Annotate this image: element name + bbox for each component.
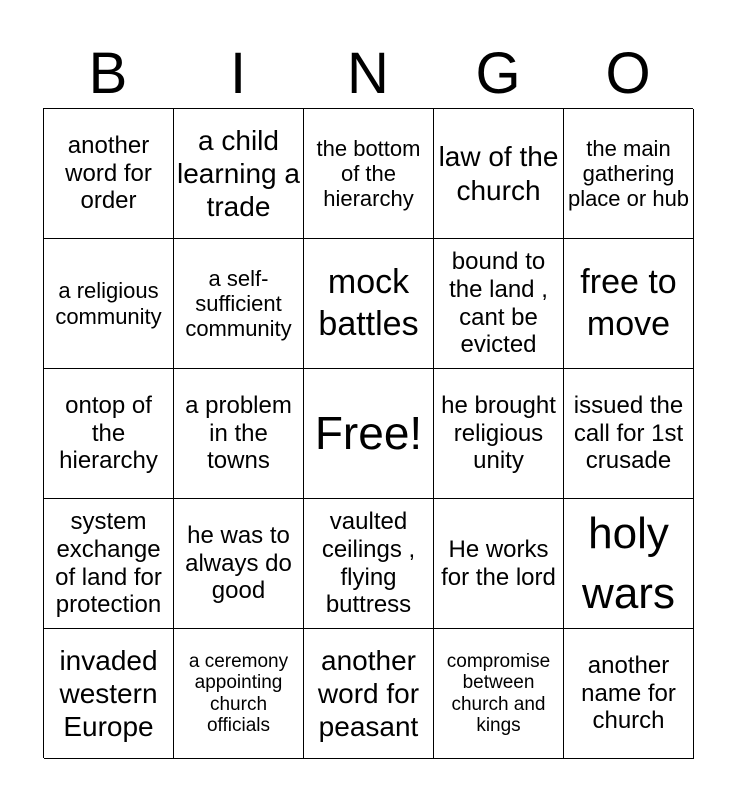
cell-text: a problem in the towns	[185, 392, 292, 475]
cell-text: vaulted ceilings , flying buttress	[321, 508, 416, 619]
bingo-cell[interactable]	[174, 109, 304, 239]
bingo-cell[interactable]	[44, 629, 174, 759]
header-letter-i: I	[229, 41, 247, 106]
cell-text: another word for order	[65, 132, 152, 215]
cell-text: ontop of the hierarchy	[59, 392, 158, 475]
header-letter-b: B	[88, 41, 128, 106]
free-space[interactable]	[304, 369, 434, 499]
cell-text: he was to always do good	[185, 522, 292, 605]
header-letter-o: O	[605, 41, 651, 106]
cell-text: he brought religious unity	[441, 392, 556, 475]
cell-text: holy wars	[582, 509, 675, 618]
cell-text: mock battles	[318, 263, 419, 343]
bingo-cell[interactable]	[434, 369, 564, 499]
bingo-cell[interactable]	[304, 239, 434, 369]
bingo-cell[interactable]	[44, 109, 174, 239]
bingo-cell[interactable]	[434, 629, 564, 759]
bingo-cell[interactable]	[564, 369, 694, 499]
bingo-cell[interactable]	[564, 629, 694, 759]
free-space-label: Free!	[314, 406, 423, 459]
bingo-cell[interactable]	[44, 499, 174, 629]
header-letter-n: N	[347, 41, 389, 106]
bingo-grid	[43, 108, 693, 758]
bingo-cell[interactable]	[44, 369, 174, 499]
bingo-cell[interactable]	[434, 109, 564, 239]
bingo-cell[interactable]	[174, 369, 304, 499]
cell-text: He works for the lord	[441, 535, 556, 591]
cell-text: law of the church	[438, 141, 559, 206]
cell-text: compromise between church and kings	[446, 650, 551, 736]
bingo-header	[43, 40, 693, 108]
bingo-cell[interactable]	[304, 499, 434, 629]
cell-text: a religious community	[55, 278, 162, 329]
bingo-cell[interactable]	[434, 239, 564, 369]
cell-text: a ceremony appointing church officials	[188, 650, 289, 736]
cell-text: the main gathering place or hub	[567, 135, 690, 212]
cell-text: another name for church	[581, 652, 676, 735]
bingo-cell[interactable]	[564, 109, 694, 239]
cell-text: invaded western Europe	[59, 644, 158, 743]
header-letter-g: G	[475, 41, 521, 106]
cell-text: a child learning a trade	[177, 124, 300, 223]
cell-text: system exchange of land for protection	[55, 508, 162, 619]
cell-text: issued the call for 1st crusade	[573, 392, 684, 475]
cell-text: the bottom of the hierarchy	[316, 135, 421, 212]
bingo-cell[interactable]	[564, 499, 694, 629]
cell-text: another word for peasant	[317, 644, 420, 743]
bingo-cell[interactable]	[304, 629, 434, 759]
bingo-cell[interactable]	[174, 499, 304, 629]
bingo-cell[interactable]	[174, 239, 304, 369]
cell-text: a self-sufficient community	[185, 265, 292, 342]
bingo-cell[interactable]	[174, 629, 304, 759]
cell-text: free to move	[580, 263, 677, 343]
bingo-cell[interactable]	[44, 239, 174, 369]
bingo-cell[interactable]	[434, 499, 564, 629]
bingo-cell[interactable]	[304, 109, 434, 239]
cell-text: bound to the land , cant be evicted	[449, 248, 548, 359]
bingo-cell[interactable]	[564, 239, 694, 369]
